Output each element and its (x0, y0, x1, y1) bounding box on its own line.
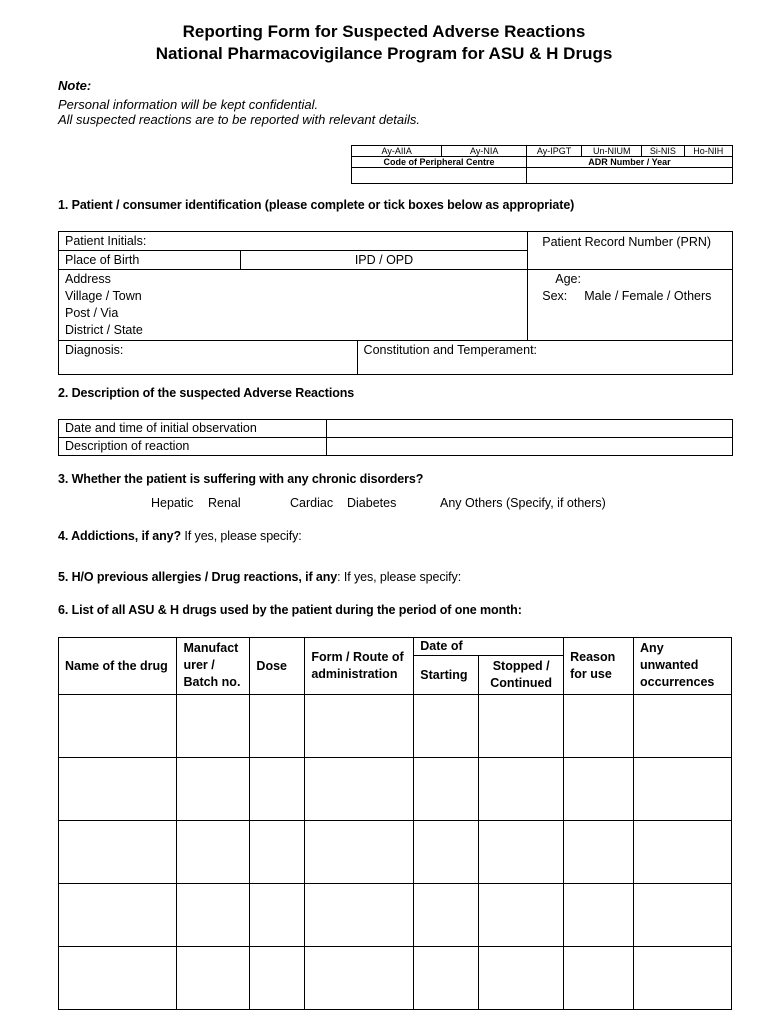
drug-row (59, 821, 732, 884)
section-4-heading (58, 529, 302, 543)
prn-label: Patient Record Number (PRN) (542, 235, 712, 249)
patient-identification-table (58, 231, 733, 375)
header-dose: Dose (250, 638, 305, 695)
reason-cell[interactable] (564, 695, 634, 758)
drugs-table (58, 637, 732, 1010)
occurrence-cell[interactable] (634, 695, 732, 758)
drug-name-cell[interactable] (59, 821, 177, 884)
diagnosis-label: Diagnosis: (65, 343, 124, 357)
reaction-description-label: Description of reaction (59, 438, 327, 456)
code-of-peripheral-centre-label: Code of Peripheral Centre (352, 157, 527, 168)
drug-row (59, 695, 732, 758)
header-date-of: Date of (414, 638, 564, 656)
header-manufacturer-batch: Manufact urer / Batch no. (177, 638, 250, 695)
section-3-heading: 3. Whether the patient is suffering with any chronic disorders? (58, 472, 424, 486)
post-via-label: Post / Via (65, 306, 119, 320)
drug-name-cell[interactable] (59, 758, 177, 821)
address-label: Address (65, 272, 111, 286)
drug-name-cell[interactable] (59, 947, 177, 1010)
start-date-cell[interactable] (414, 695, 479, 758)
reason-cell[interactable] (564, 758, 634, 821)
route-cell[interactable] (305, 821, 414, 884)
dose-cell[interactable] (250, 821, 305, 884)
drug-name-cell[interactable] (59, 884, 177, 947)
section-1-heading: 1. Patient / consumer identification (please complete or tick boxes below as appropriate) (58, 198, 575, 212)
centre-code-ay-ipgt: Ay-IPGT (526, 146, 581, 157)
drug-row (59, 947, 732, 1010)
reason-cell[interactable] (564, 821, 634, 884)
route-cell[interactable] (305, 947, 414, 1010)
option-cardiac[interactable]: Cardiac (290, 496, 334, 510)
header-starting: Starting (414, 656, 479, 695)
dose-cell[interactable] (250, 758, 305, 821)
drug-row (59, 758, 732, 821)
centre-code-ay-nia: Ay-NIA (442, 146, 527, 157)
option-diabetes[interactable]: Diabetes (347, 496, 397, 510)
ipd-opd-field[interactable] (240, 251, 528, 270)
centre-code-un-nium: Un-NIUM (582, 146, 642, 157)
start-date-cell[interactable] (414, 821, 479, 884)
stop-date-cell[interactable] (479, 821, 564, 884)
start-date-cell[interactable] (414, 758, 479, 821)
ipd-opd-label: IPD / OPD (354, 253, 414, 267)
reason-cell[interactable] (564, 947, 634, 1010)
start-date-cell[interactable] (414, 947, 479, 1010)
form-title-line1: Reporting Form for Suspected Adverse Reactions (182, 22, 586, 41)
adr-number-field[interactable] (526, 168, 732, 184)
centre-code-table (351, 145, 733, 184)
manufacturer-cell[interactable] (177, 758, 250, 821)
reason-cell[interactable] (564, 884, 634, 947)
diagnosis-field[interactable] (59, 341, 358, 375)
form-title-line2: National Pharmacovigilance Program for ASU & H Drugs (155, 44, 613, 63)
adverse-reaction-table (58, 419, 733, 456)
note-label: Note: (58, 78, 92, 93)
stop-date-cell[interactable] (479, 695, 564, 758)
address-field[interactable] (59, 270, 528, 341)
drug-name-cell[interactable] (59, 695, 177, 758)
stop-date-cell[interactable] (479, 884, 564, 947)
drug-row (59, 884, 732, 947)
section-5-heading (58, 570, 461, 584)
centre-code-si-nis: Si-NIS (642, 146, 684, 157)
patient-initials-field[interactable] (59, 232, 528, 251)
header-drug-name: Name of the drug (59, 638, 177, 695)
village-town-label: Village / Town (65, 289, 142, 303)
dose-cell[interactable] (250, 695, 305, 758)
centre-code-ay-aiia: Ay-AIIA (352, 146, 442, 157)
section-4-title: 4. Addictions, if any? (58, 529, 182, 543)
initial-observation-label: Date and time of initial observation (59, 420, 327, 438)
manufacturer-cell[interactable] (177, 947, 250, 1010)
prn-field[interactable] (528, 232, 733, 270)
option-hepatic[interactable]: Hepatic (151, 496, 194, 510)
place-of-birth-label: Place of Birth (65, 253, 140, 267)
age-sex-field[interactable] (528, 270, 733, 341)
age-label: Age: (555, 272, 581, 286)
header-stopped-continued: Stopped / Continued (479, 656, 564, 695)
start-date-cell[interactable] (414, 884, 479, 947)
manufacturer-cell[interactable] (177, 884, 250, 947)
stop-date-cell[interactable] (479, 947, 564, 1010)
header-unwanted-occurrences: Any unwanted occurrences (634, 638, 732, 695)
note-line-1: Personal information will be kept confidential. (58, 97, 319, 112)
section-5-title: 5. H/O previous allergies / Drug reactions, if any (58, 570, 338, 584)
initial-observation-field[interactable] (326, 420, 732, 438)
dose-cell[interactable] (250, 947, 305, 1010)
section-5-specify: : If yes, please specify: (337, 570, 462, 584)
district-state-label: District / State (65, 323, 143, 337)
route-cell[interactable] (305, 884, 414, 947)
constitution-label: Constitution and Temperament: (363, 343, 538, 357)
section-6-heading: 6. List of all ASU & H drugs used by the patient during the period of one month: (58, 603, 522, 617)
centre-code-ho-nih: Ho-NIH (684, 146, 733, 157)
route-cell[interactable] (305, 695, 414, 758)
sex-options[interactable]: Male / Female / Others (584, 289, 712, 303)
reaction-description-field[interactable] (326, 438, 732, 456)
patient-initials-label: Patient Initials: (65, 234, 147, 248)
sex-label: Sex: (542, 289, 568, 303)
note-line-2: All suspected reactions are to be reported with relevant details. (58, 112, 421, 127)
header-reason-for-use: Reason for use (564, 638, 634, 695)
place-of-birth-field[interactable] (59, 251, 241, 270)
constitution-field[interactable] (357, 341, 732, 375)
route-cell[interactable] (305, 758, 414, 821)
manufacturer-cell[interactable] (177, 821, 250, 884)
occurrence-cell[interactable] (634, 947, 732, 1010)
header-form-route: Form / Route of administration (305, 638, 414, 695)
manufacturer-cell[interactable] (177, 695, 250, 758)
stop-date-cell[interactable] (479, 758, 564, 821)
section-4-specify: If yes, please specify: (181, 529, 302, 543)
occurrence-cell[interactable] (634, 821, 732, 884)
section-2-heading: 2. Description of the suspected Adverse Reactions (58, 386, 355, 400)
occurrence-cell[interactable] (634, 884, 732, 947)
centre-code-field[interactable] (352, 168, 527, 184)
option-renal[interactable]: Renal (208, 496, 241, 510)
dose-cell[interactable] (250, 884, 305, 947)
occurrence-cell[interactable] (634, 758, 732, 821)
adr-number-year-label: ADR Number / Year (526, 157, 732, 168)
option-any-others[interactable]: Any Others (Specify, if others) (440, 496, 606, 510)
